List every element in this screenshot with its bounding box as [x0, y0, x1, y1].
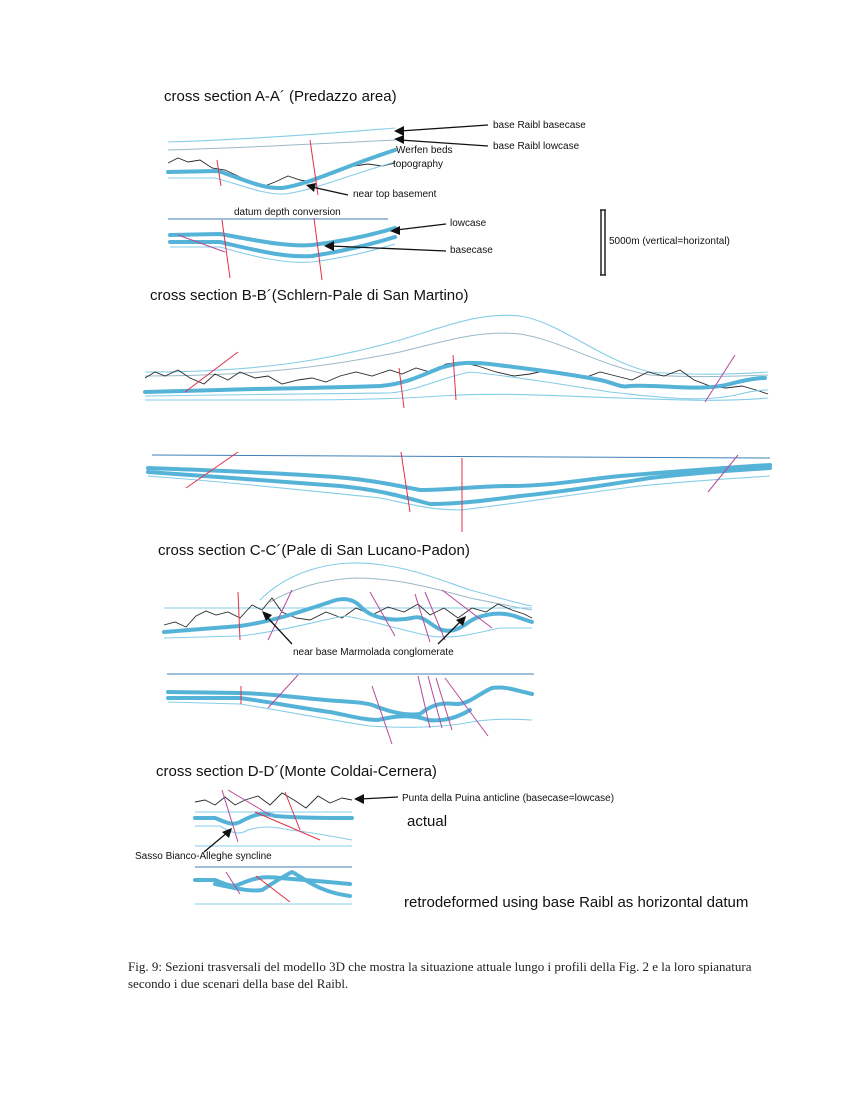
section-bb-title: cross section B-B´(Schlern-Pale di San Martino) — [150, 287, 469, 304]
cc-retrodeformed-section — [167, 674, 534, 744]
aa-base-raibl-lowcase-line — [168, 140, 395, 150]
dd-lower-thin — [195, 826, 352, 840]
bb-fault-1 — [185, 352, 238, 392]
bb-fault-3 — [453, 355, 456, 400]
label-sasso-bianco: Sasso Bianco-Alleghe syncline — [135, 851, 272, 862]
label-retrodeformed: retrodeformed using base Raibl as horizontal datum — [404, 894, 749, 911]
section-aa-title: cross section A-A´ (Predazzo area) — [164, 88, 397, 105]
aa-werfen-beds-line — [168, 150, 395, 188]
cc-fault-5 — [425, 592, 445, 640]
bb-actual-section — [145, 315, 768, 408]
dd-actual-section — [195, 790, 352, 846]
label-lowcase: lowcase — [450, 218, 487, 229]
bb-retro-lower-thin — [148, 476, 770, 510]
label-basecase: basecase — [450, 245, 493, 256]
figure-caption: Fig. 9: Sezioni trasversali del modello 3D che mostra la situazione attuale lungo i profili della Fig. 2 e la loro spianatura secondo i due scenari della base del Raibl. — [128, 959, 752, 991]
label-near-top-basement: near top basement — [353, 189, 437, 200]
scale-bar — [600, 210, 606, 275]
section-cc-title: cross section C-C´(Pale di San Lucano-Padon) — [158, 542, 470, 559]
dd-retrodeformed-section — [195, 867, 352, 904]
bb-datum-line — [152, 455, 770, 458]
label-near-base-marmolada: near base Marmolada conglomerate — [293, 647, 454, 658]
aa-retrodeformed-section — [168, 218, 395, 280]
label-base-raibl-basecase: base Raibl basecase — [493, 120, 586, 131]
label-datum-depth-conversion: datum depth conversion — [234, 207, 341, 218]
section-dd-title: cross section D-D´(Monte Coldai-Cernera) — [156, 763, 437, 780]
dd-fault-2 — [228, 790, 270, 815]
bb-fault-4 — [705, 355, 735, 402]
dd-fault-4 — [285, 792, 300, 830]
cc-basecase-envelope — [260, 563, 532, 606]
cc-retro-fault-3 — [372, 686, 392, 744]
bb-lowcase-envelope — [145, 333, 768, 376]
cc-topography-line — [164, 598, 532, 627]
cc-fault-1 — [238, 592, 240, 640]
label-topography: topography — [393, 159, 444, 170]
bb-retrodeformed-section — [148, 452, 770, 532]
cc-actual-section — [164, 563, 532, 642]
cc-retro-upper-thick — [168, 687, 532, 714]
aa-actual-section — [168, 128, 395, 195]
label-werfen-beds: Werfen beds — [396, 145, 453, 156]
label-punta-della-puina: Punta della Puina anticline (basecase=lowcase) — [402, 793, 615, 804]
dd-horizon-thick — [195, 814, 352, 824]
dd-topography-line — [195, 793, 352, 808]
label-base-raibl-lowcase: base Raibl lowcase — [493, 141, 580, 152]
aa-arrows — [306, 125, 488, 251]
label-actual: actual — [407, 813, 448, 830]
aa-retro-fault-2 — [314, 218, 322, 280]
label-scale: 5000m (vertical=horizontal) — [609, 236, 730, 247]
cc-lowcase-envelope — [270, 578, 532, 610]
aa-base-raibl-basecase-line — [168, 128, 395, 142]
cc-horizon-thick — [164, 599, 532, 632]
